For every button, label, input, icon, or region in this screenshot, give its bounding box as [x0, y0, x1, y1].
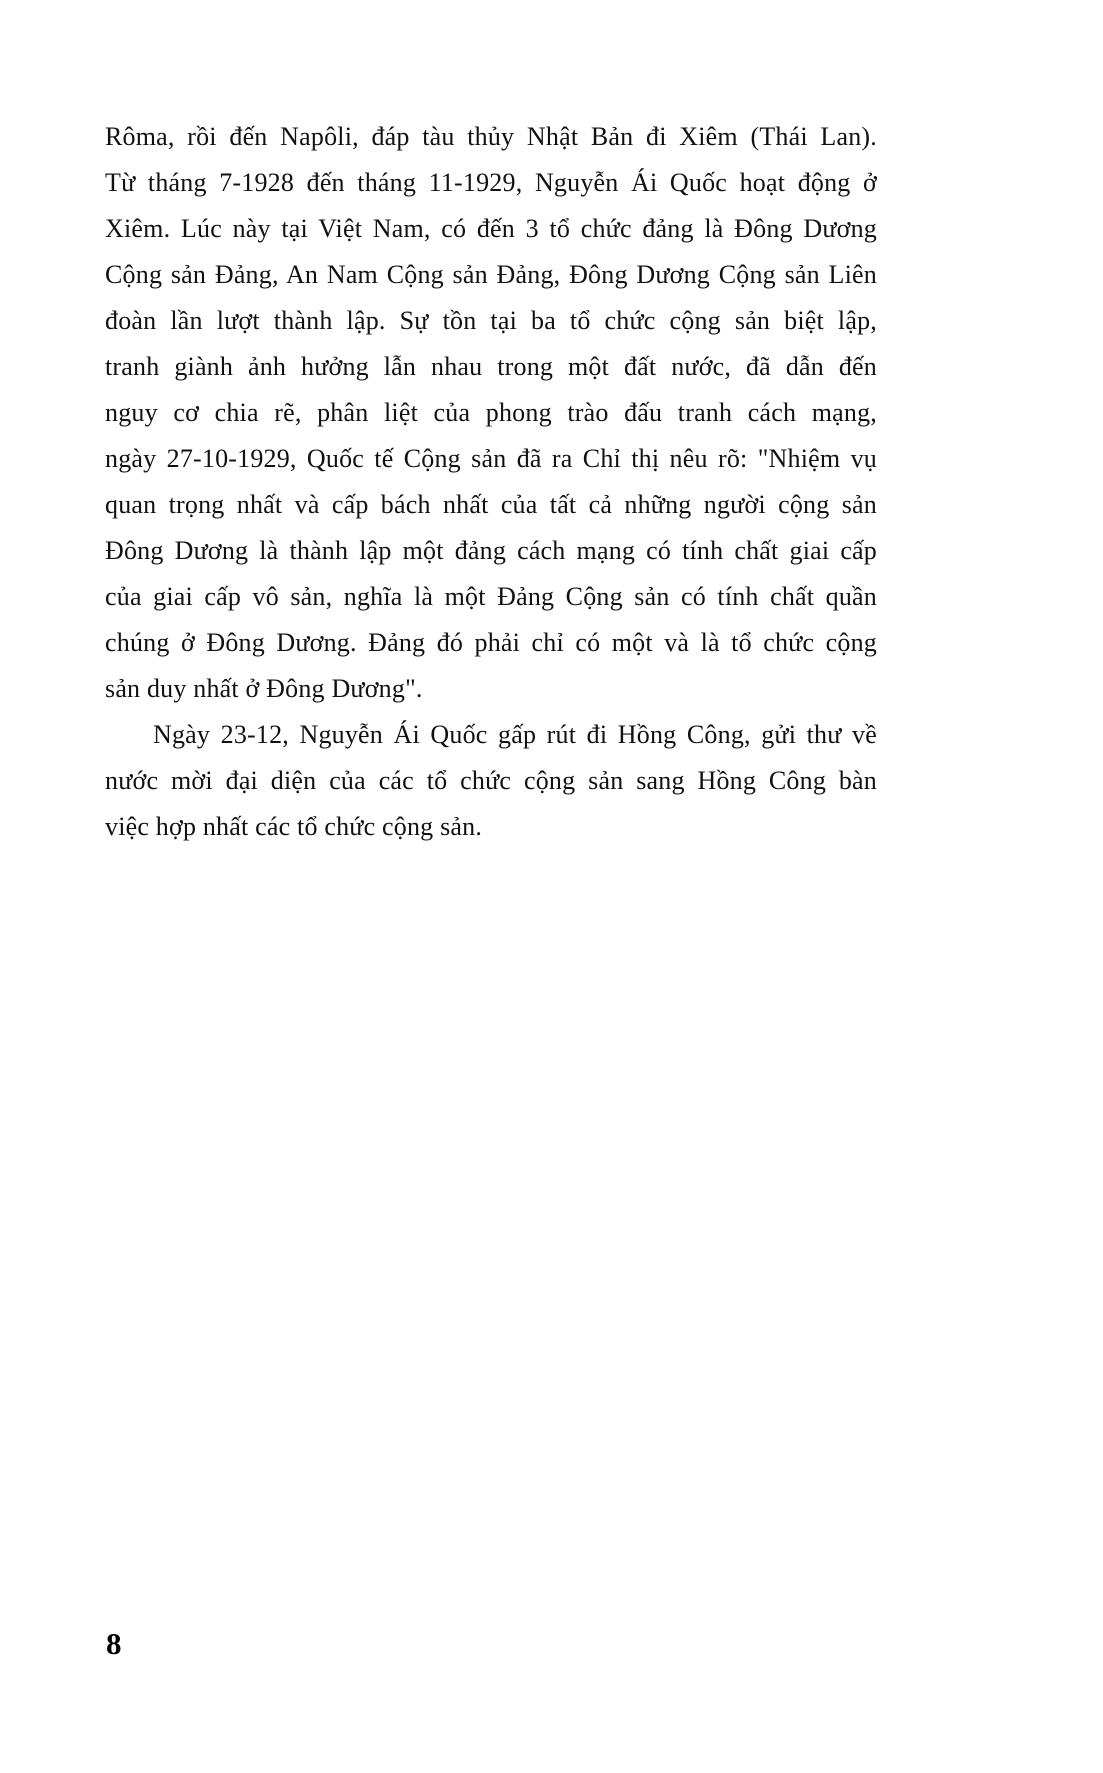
text-line: Ngày 23-12, Nguyễn Ái Quốc gấp rút đi Hồng Công, gửi thư về — [153, 720, 877, 749]
text-line: chúng ở Đông Dương. Đảng đó phải chỉ có một và là tổ chức cộng — [105, 628, 877, 657]
text-line: Rôma, rồi đến Napôli, đáp tàu thủy Nhật Bản đi Xiêm (Thái Lan). — [105, 122, 877, 151]
text-line: tranh giành ảnh hưởng lẫn nhau trong một đất nước, đã dẫn đến — [105, 352, 877, 381]
text-line: quan trọng nhất và cấp bách nhất của tất cả những người cộng sản — [105, 490, 877, 519]
paragraph — [105, 114, 877, 712]
text-line: Đông Dương là thành lập một đảng cách mạng có tính chất giai cấp — [105, 536, 877, 565]
text-line: ngày 27-10-1929, Quốc tế Cộng sản đã ra Chỉ thị nêu rõ: "Nhiệm vụ — [105, 444, 877, 473]
text-line: việc hợp nhất các tổ chức cộng sản. — [105, 812, 483, 841]
text-line: sản duy nhất ở Đông Dương". — [105, 674, 423, 703]
page-number: 8 — [106, 1626, 122, 1661]
text-line: nước mời đại diện của các tổ chức cộng sản sang Hồng Công bàn — [105, 766, 877, 795]
text-line: Từ tháng 7-1928 đến tháng 11-1929, Nguyễn Ái Quốc hoạt động ở — [105, 168, 877, 197]
text-block — [105, 114, 877, 850]
paragraph — [105, 712, 877, 850]
text-line: Xiêm. Lúc này tại Việt Nam, có đến 3 tổ chức đảng là Đông Dương — [105, 214, 877, 243]
text-line: Cộng sản Đảng, An Nam Cộng sản Đảng, Đông Dương Cộng sản Liên — [105, 260, 877, 289]
text-line: nguy cơ chia rẽ, phân liệt của phong trào đấu tranh cách mạng, — [105, 398, 877, 427]
text-line: đoàn lần lượt thành lập. Sự tồn tại ba tổ chức cộng sản biệt lập, — [105, 306, 877, 335]
text-line: của giai cấp vô sản, nghĩa là một Đảng Cộng sản có tính chất quần — [105, 582, 877, 611]
